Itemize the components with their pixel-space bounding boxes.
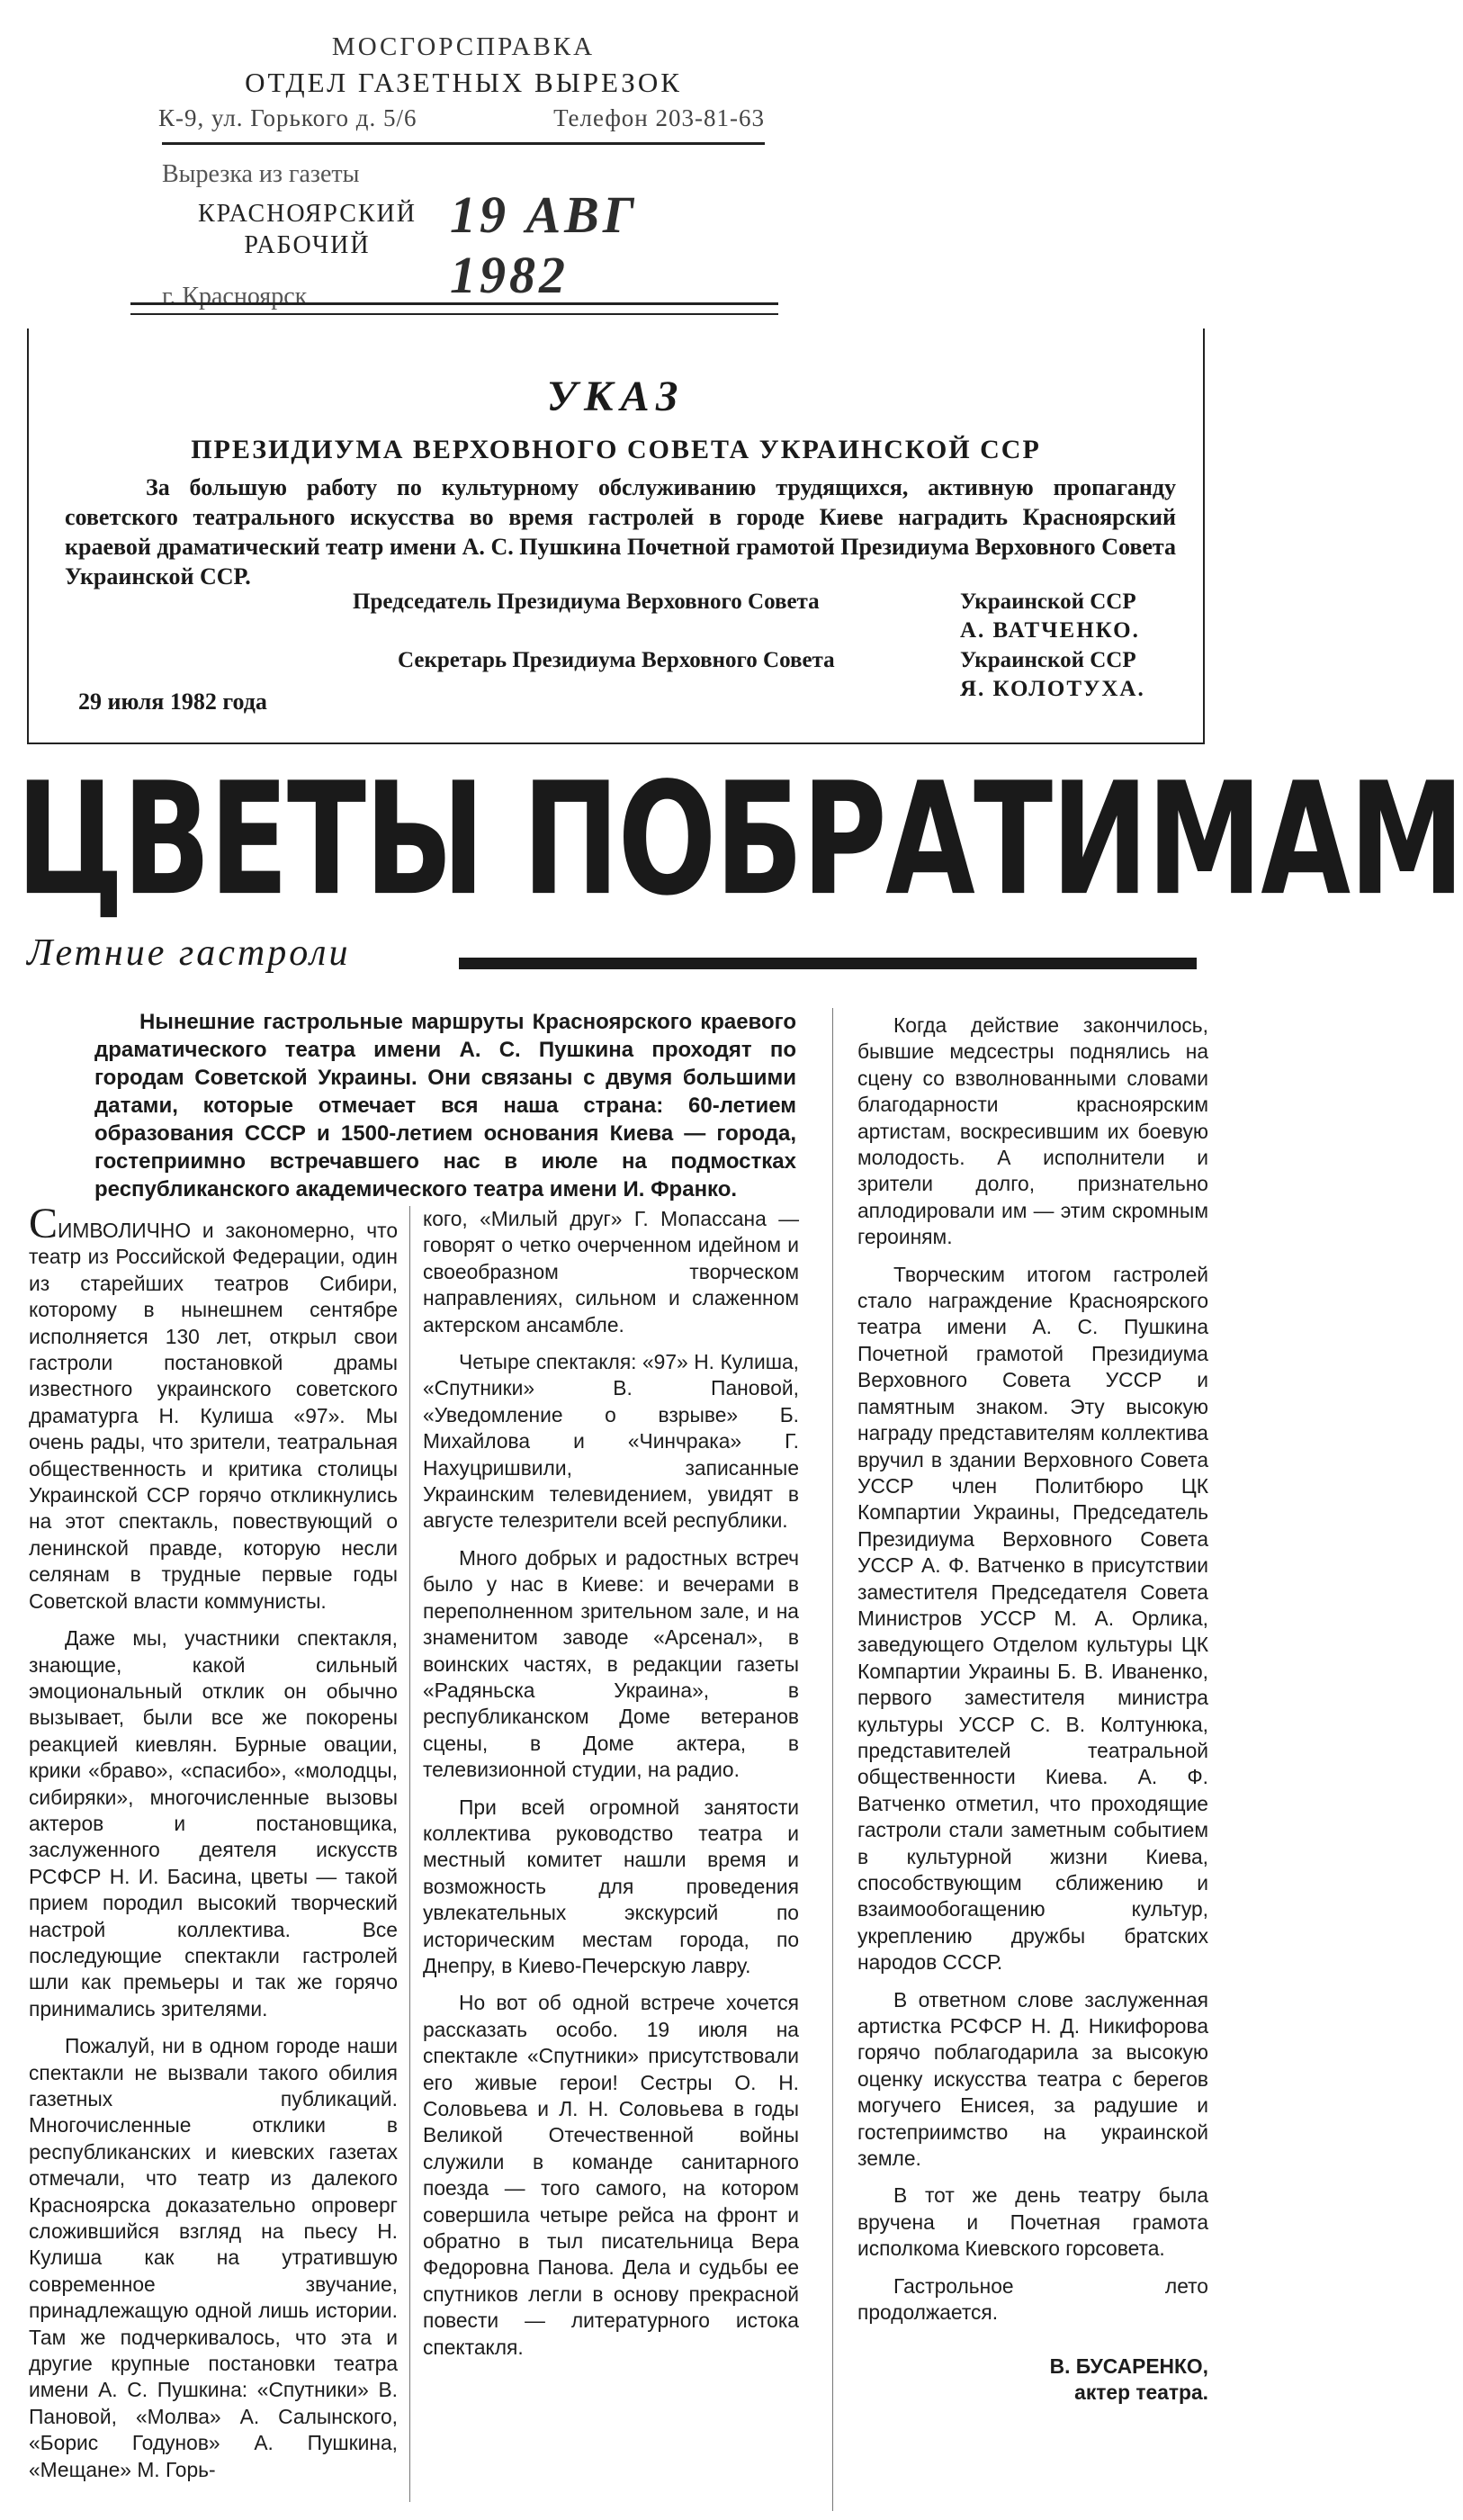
decree-date: 29 июля 1982 года [78,688,267,715]
paragraph: Много добрых и радостных встреч было у нас в Киеве: и вечерами в переполненном зрительном зале, и на знаменитом заводе «Арсенал», в воинских частях, в редакции газеты «Радяньска Украина», в республиканском Доме ветеранов сцены, в Доме актера, в телевизионной студии, на радио. [423,1545,799,1782]
decree-title: УКАЗ [546,373,686,420]
paragraph: В тот же день театру была вручена и Почетная грамота исполкома Киевского горсовета. [857,2183,1208,2261]
paragraph: Пожалуй, ни в одном городе наши спектакли не вызвали такого обилия газетных публикаций. Многочисленные отклики в республиканских и киевских газетах отмечали, что театр из далекого Красноярска доказательно опроверг сложившийся взгляд на пьесу Н. Кулиша как на утратившую современное звучание, принадлежащую одной лишь истории. Там же подчеркивалось, что эта и другие крупные постановки театра имени А. С. Пушкина: «Спутники» В. Пановой, «Молва» А. Салынского, «Борис Годунов» А. Пушкина, «Мещане» М. Горь- [29,2034,398,2481]
stamp-date: 19 АВГ 1982 [450,185,638,304]
author-role: актер театра. [1074,2380,1208,2404]
secretary-republic: Украинской ССР [960,648,1136,672]
chair-name: А. ВАТЧЕНКО. [960,618,1140,643]
article-headline [16,747,1463,931]
paragraph: кого, «Милый друг» Г. Мопассана — говорят о четко очерченном идейном и своеобразном творческом направлениях, сильном и слаженном актерском ансамбле. [423,1207,799,1336]
paragraph-text: ИМВОЛИЧНО и закономерно, что театр из Российской Федерации, один из старейших театров Сибири, которому в нынешнем сентябре исполняется 130 лет, открыл свои гастроли постановкой драмы известного украинского советского драматурга Н. Кулиша «97». Мы очень рады, что зрители, театральная общественность и критика столицы Украинской ССР горячо откликнулись на этот спектакль, повествующий о ленинской правде, которую несли селянам в трудные первые годы Советской власти коммунисты. [29,1219,398,1613]
article-lead: Нынешние гастрольные маршруты Красноярского краевого драматического театра имени А. С. Пушкина проходят по городам Советской Украины. Они связаны с двумя большими датами, которые отмечает вся наша страна: 60-летием образования СССР и 1500-летием основания Киева — города, гостеприимно встречавшего нас в июле на подмостках республиканского академического театра имени И. Франко. [94,1010,796,1202]
divider-line [130,313,778,315]
column-divider [409,1206,410,2502]
stamp-newspaper-name [198,198,417,261]
stamp-phone: Телефон 203-81-63 [553,104,765,131]
paragraph: Четыре спектакля: «97» Н. Кулиша, «Спутники» В. Пановой, «Уведомление о взрыве» Б. Михайлова и «Чинчрака» Г. Нахуцришвили, записанные Украинским телевидением, увидят в августе телезрители всей республики. [423,1350,799,1533]
column-divider [832,1008,833,2511]
secretary-name: Я. КОЛОТУХА. [960,677,1145,701]
article-author [857,2354,1208,2406]
article-column-2 [423,1206,799,2372]
divider-line [130,302,778,305]
chair-title: Председатель Президиума Верховного Совета [353,590,820,614]
secretary-title: Секретарь Президиума Верховного Совета [398,648,835,672]
paragraph [29,1200,398,1615]
paragraph: Когда действие закончилось, бывшие медсестры поднялись на сцену со взволнованными словами благодарности красноярским артистам, воскресившим их боевую молодость. А исполнители и зрители долго, признательно аплодировали им — этим скромным героиням. [857,1013,1208,1249]
article-column-1 [29,1200,398,2494]
newspaper-name-line2: РАБОЧИЙ [244,231,371,259]
stamp-agency: МОСГОРСПРАВКА [331,32,596,61]
newspaper-name-line1: КРАСНОЯРСКИЙ [198,200,417,228]
paragraph: При всей огромной занятости коллектива руководство театра и местный комитет нашли время и возможность для проведения увлекательных экскурсий по историческим местам города, по Днепру, в Киево-Печерскую лавру. [423,1795,799,1977]
decree-body: За большую работу по культурному обслуживанию трудящихся, активную пропаганду советского театрального искусства во время гастролей в городе Киеве наградить Красноярский краевой драматический театр имени А. С. Пушкина Почетной грамотой Президиума Верховного Совета Украинской ССР. [65,474,1176,590]
rubric-bar [459,958,1197,969]
chair-republic: Украинской ССР [960,590,1136,614]
stamp-city: г. Красноярск [162,283,308,310]
stamp-divider [162,142,765,145]
paragraph: Творческим итогом гастролей стало награждение Красноярского театра имени А. С. Пушкина Почетной грамотой Президиума Верховного Совета УССР и памятным знаком. Эту высокую награду представителям коллектива вручил в здании Верховного Совета УССР член Политбюро ЦК Компартии Украины, Председатель Президиума Верховного Совета УССР А. Ф. Ватченко в присутствии заместителя Председателя Совета Министров УССР М. А. Орлика, заведующего Отделом культуры ЦК Компартии Украины Б. В. Иваненко, первого заместителя министра культуры УССР С. В. Колтунюка, представителей театральной общественности Киева. А. Ф. Ватченко отметил, что проходящие гастроли стали заметным событием в культурной жизни Киева, способствующим сближению и взаимообогащению культур, укреплению дружбы братских народов СССР. [857,1262,1208,1975]
article-rubric: Летние гастроли [27,932,351,974]
paragraph: Гастрольное лето продолжается. [857,2273,1208,2325]
drop-cap: С [29,1200,58,1247]
stamp-department: ОТДЕЛ ГАЗЕТНЫХ ВЫРЕЗОК [245,67,682,98]
paragraph: Даже мы, участники спектакля, знающие, какой сильный эмоциональный отклик он обычно вызывает, были все же покорены реакцией киевлян. Бурные овации, крики «браво», «спасибо», «молодцы, сибиряки», многочисленные вызовы актеров и постановщика, заслуженного деятеля искусств РСФСР Н. И. Басина, цветы — такой прием породил высокий творческий настрой коллектива. Все последующие спектакли гастролей шли как премьеры и так же горячо принимались зрителями. [29,1626,398,2020]
paragraph: Но вот об одной встрече хочется рассказать особо. 19 июля на спектакле «Спутники» присутствовали его живые герои! Сестры О. Н. Соловьева и Л. Н. Соловьева в годы Великой Отечественной войны служили в команде санитарного поезда — того самого, на котором совершила четыре рейса на фронт и обратно в тыл писательница Вера Федоровна Панова. Дела и судьбы ее спутников легли в основу прекрасной повести — литературного истока спектакля. [423,1991,799,2359]
decree-subtitle: ПРЕЗИДИУМА ВЕРХОВНОГО СОВЕТА УКРАИНСКОЙ ССР [191,435,1041,464]
paragraph: В ответном слове заслуженная артистка РСФСР Н. Д. Никифорова горячо поблагодарила за высокую оценку искусства театра с берегов могучего Енисея, за радушие и гостеприимство на украинской земле. [857,1987,1208,2171]
stamp-clipping-label: Вырезка из газеты [162,160,360,188]
stamp-address: К-9, ул. Горького д. 5/6 [158,104,417,131]
headline-text: ЦВЕТЫ ПОБРАТИМАМ [16,750,1463,931]
decree-box [27,328,1205,744]
article-column-3 [857,1012,1208,2406]
clipping-service-stamp [158,27,765,324]
author-name: В. БУСАРЕНКО, [1049,2354,1208,2378]
